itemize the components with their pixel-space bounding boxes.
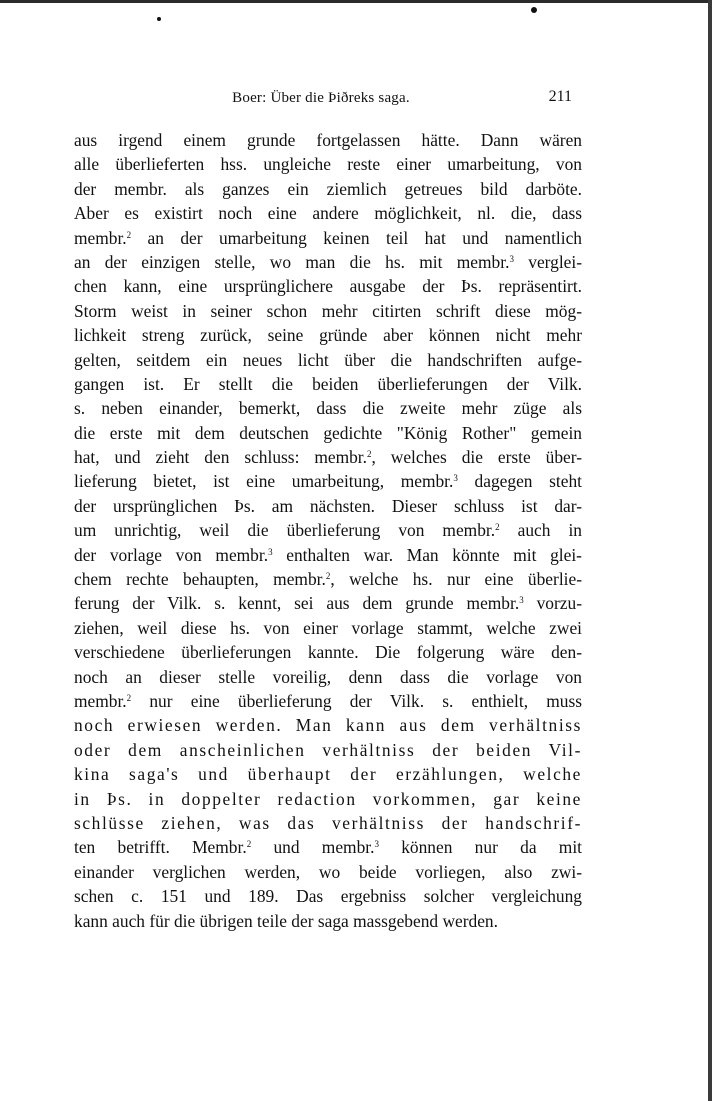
text-line: der membr. als ganzes ein ziemlich getreues bild darböte. (74, 178, 582, 199)
text-line: Aber es existirt noch eine andere möglichkeit, nl. die, dass (74, 203, 582, 224)
text-line: noch erwiesen werden. Man kann aus dem verhältniss (74, 715, 582, 736)
running-header (70, 90, 572, 114)
text-line: s. neben einander, bemerkt, dass die zweite mehr züge als (74, 398, 582, 419)
text-line: ziehen, weil diese hs. von einer vorlage stammt, welche zwei (74, 617, 582, 638)
text-line: gangen ist. Er stellt die beiden überlieferungen der Vilk. (74, 373, 582, 394)
page-number: 211 (548, 88, 572, 105)
text-line: chem rechte behaupten, membr.$^2$, welche hs. nur eine überlie- (74, 569, 582, 590)
text-line: schen c. 151 und 189. Das ergebniss solcher vergleichung (74, 886, 582, 907)
text-line: in Þs. in doppelter redaction vorkommen, gar keine (74, 788, 582, 809)
text-line: gelten, seitdem ein neues licht über die handschriften aufge- (74, 349, 582, 370)
text-line: noch an dieser stelle voreilig, denn dass die vorlage von (74, 666, 582, 687)
text-line: membr.$^2$ an der umarbeitung keinen teil hat und namentlich (74, 227, 582, 248)
scan-top-edge (0, 0, 712, 3)
text-line: hat, und zieht den schluss: membr.$^2$, welches die erste über- (74, 447, 582, 468)
text-line: der vorlage von membr.$^3$ enthalten war. Man könnte mit glei- (74, 544, 582, 565)
body-text (74, 128, 582, 933)
text-line: der ursprünglichen Þs. am nächsten. Dieser schluss ist dar- (74, 495, 582, 516)
text-line: verschiedene überlieferungen kannte. Die folgerung wäre den- (74, 642, 582, 663)
text-line: lichkeit streng zurück, seine gründe aber können nicht mehr (74, 325, 582, 346)
text-line: um unrichtig, weil die überlieferung von membr.$^2$ auch in (74, 520, 582, 541)
text-line: ten betrifft. Membr.$^2$ und membr.$^3$ können nur da mit (74, 837, 582, 858)
text-line: oder dem anscheinlichen verhältniss der beiden Vil- (74, 739, 582, 760)
text-line: alle überlieferten hss. ungleiche reste einer umarbeitung, von (74, 154, 582, 175)
text-line: an der einzigen stelle, wo man die hs. mit membr.$^3$ verglei- (74, 251, 583, 272)
text-line: Storm weist in seiner schon mehr citirten schrift diese mög- (74, 300, 582, 321)
text-line: aus irgend einem grunde fortgelassen hätte. Dann wären (74, 130, 582, 150)
text-line: ferung der Vilk. s. kennt, sei aus dem grunde membr.$^3$ vorzu- (74, 593, 582, 614)
scan-speck (157, 17, 161, 21)
text-line: kina saga's und überhaupt der erzählungen, welche (74, 764, 582, 785)
scan-speck (531, 7, 537, 13)
text-line: lieferung bietet, ist eine umarbeitung, membr.$^3$ dagegen steht (74, 471, 582, 492)
text-line: kann auch für die übrigen teile der saga massgebend werden. (74, 910, 498, 931)
text-line: einander verglichen werden, wo beide vorliegen, also zwi- (74, 861, 582, 882)
text-line: chen kann, eine ursprünglichere ausgabe der Þs. repräsentirt. (74, 276, 582, 297)
text-line: membr.$^2$ nur eine überlieferung der Vilk. s. enthielt, muss (74, 690, 582, 711)
running-title: Boer: Über die Þiðreks saga. (232, 90, 410, 106)
text-line: schlüsse ziehen, was das verhältniss der handschrif- (74, 812, 582, 833)
scan-right-edge (708, 0, 712, 1101)
text-line: die erste mit dem deutschen gedichte "König Rother" gemein (74, 422, 582, 443)
